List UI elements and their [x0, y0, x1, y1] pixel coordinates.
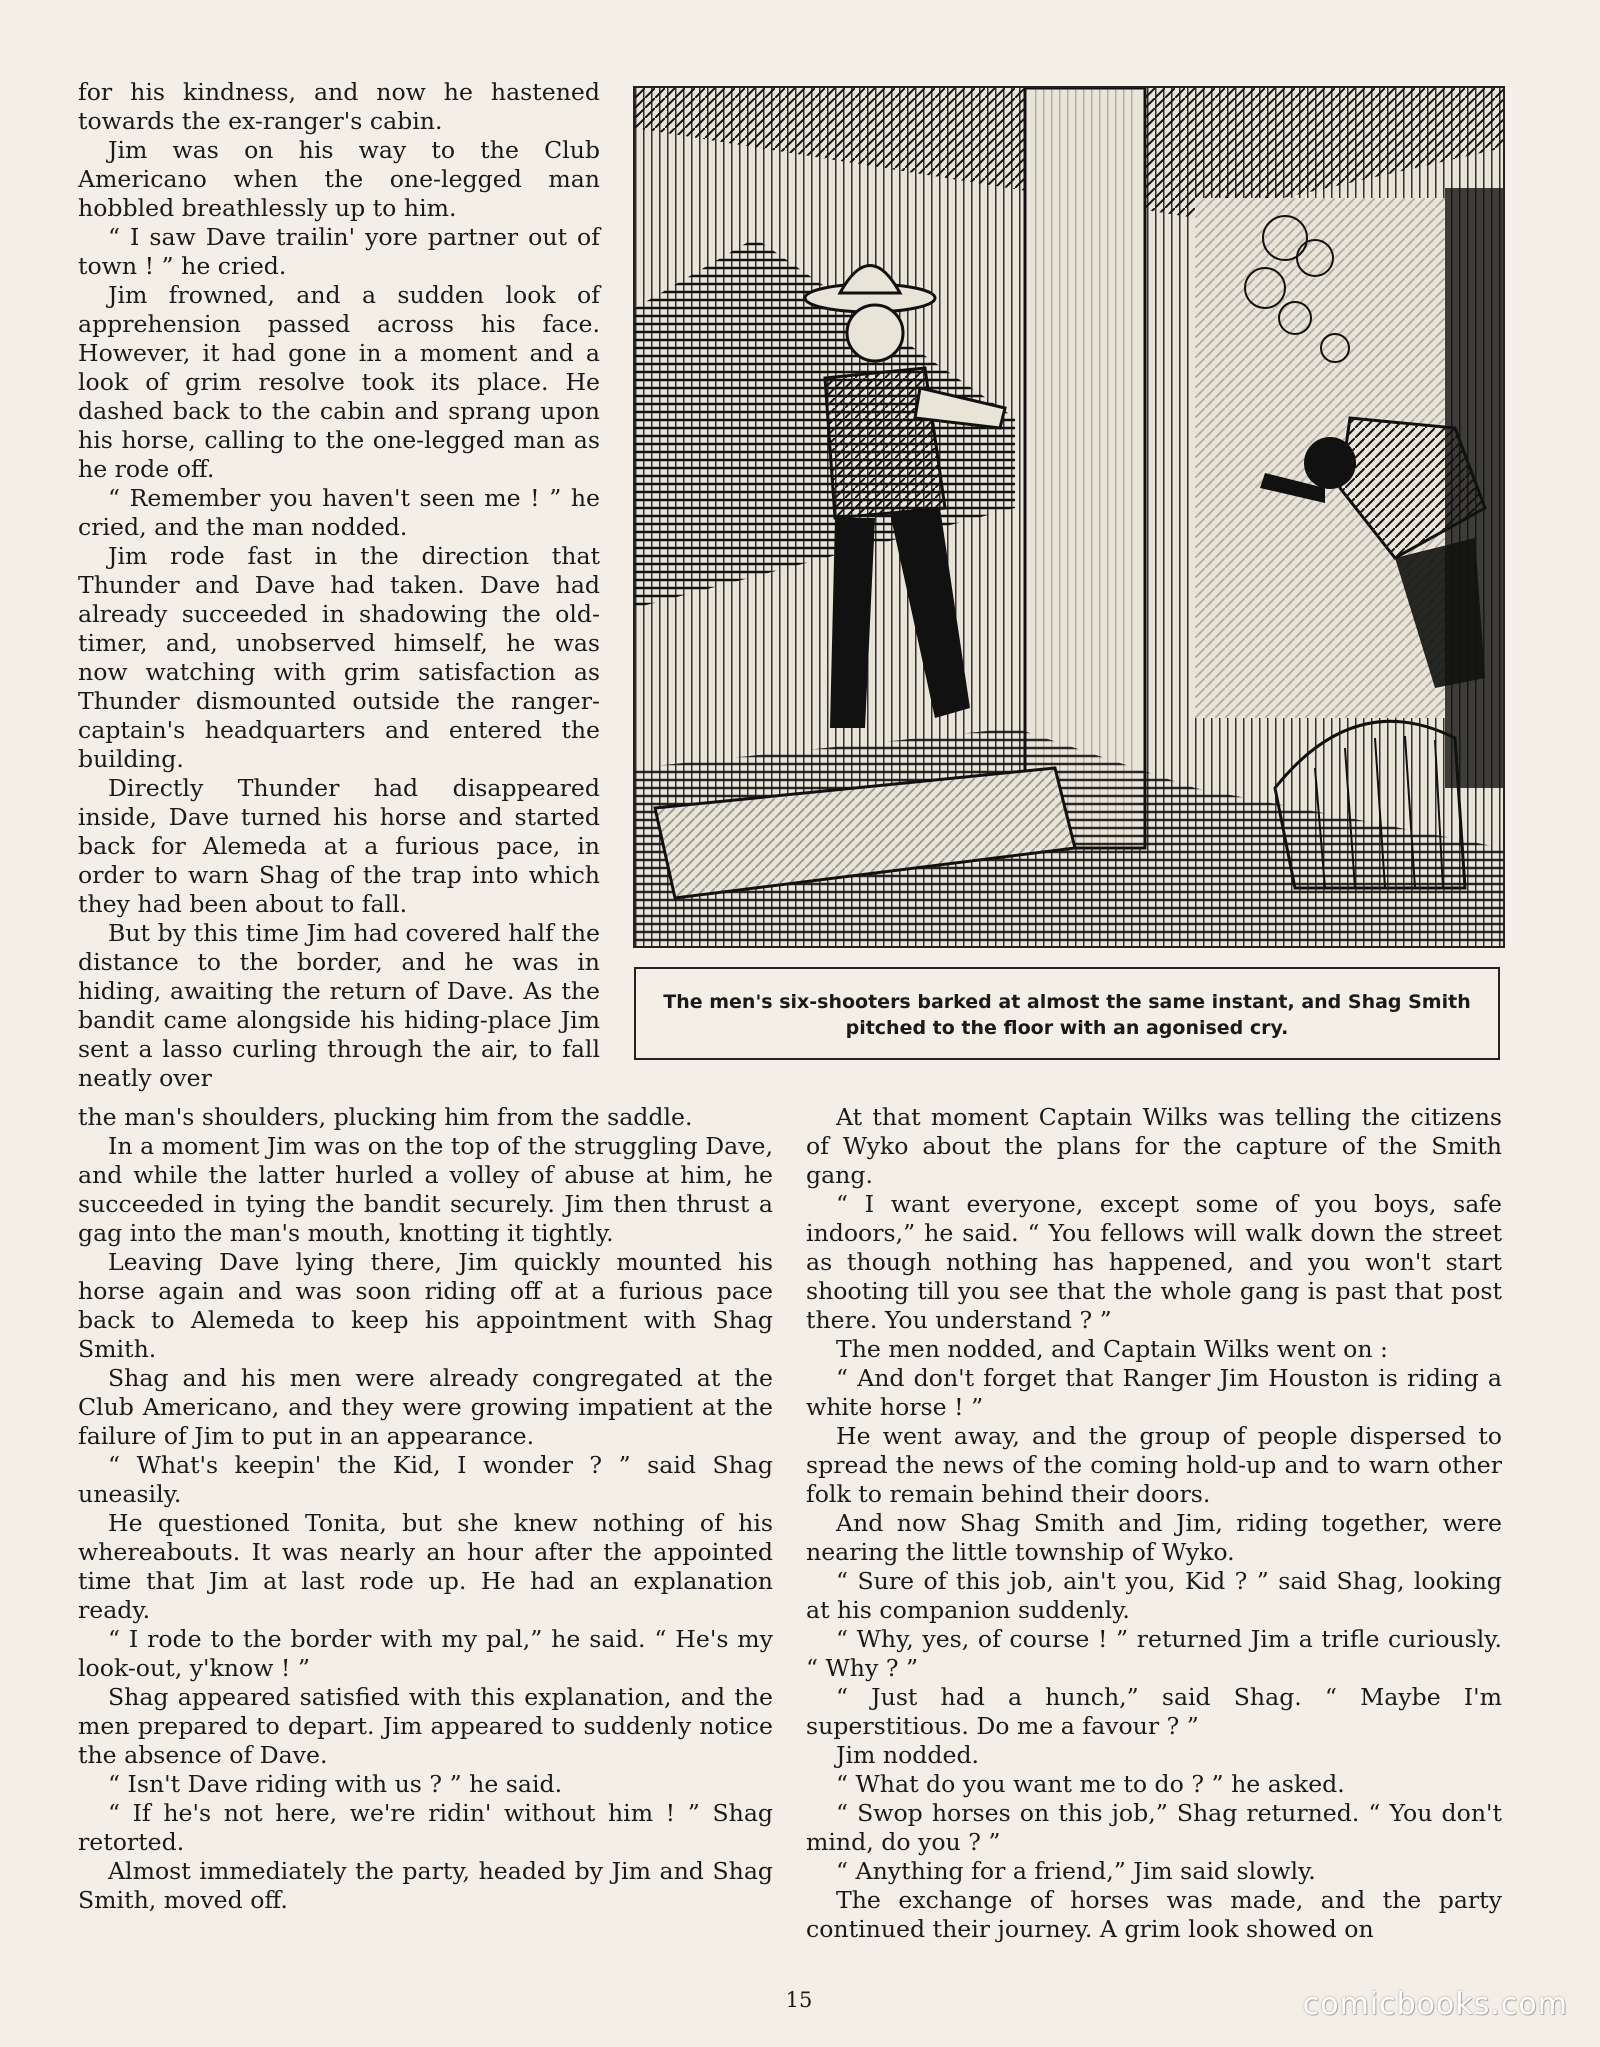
paragraph: “ What's keepin' the Kid, I wonder ? ” said Shag uneasily. — [78, 1451, 773, 1508]
paragraph: Shag and his men were already congregated at the Club Americano, and they were growing impatient at the failure of Jim to put in an appearance. — [78, 1364, 773, 1450]
paragraph: “ Why, yes, of course ! ” returned Jim a trifle curiously. “ Why ? ” — [806, 1625, 1502, 1682]
story-illustration — [633, 86, 1505, 948]
paragraph: Directly Thunder had disappeared inside, Dave turned his horse and started back for Alemeda at a furious pace, in order to warn Shag of the trap into which they had been about to fall. — [78, 774, 600, 918]
paragraph: “ Anything for a friend,” Jim said slowly. — [836, 1857, 1316, 1885]
paragraph: Jim rode fast in the direction that Thunder and Dave had taken. Dave had already succeeded in shadowing the old-timer, and, unobserved himself, he was now watching with grim satisfaction as Thunder dismounted outside the ranger-captain's headquarters and entered the building. — [78, 542, 600, 773]
text-column-left-bottom — [78, 1103, 773, 1915]
paragraph: for his kindness, and now he hastened towards the ex-ranger's cabin. — [78, 78, 600, 135]
paragraph: “ If he's not here, we're ridin' without him ! ” Shag retorted. — [78, 1799, 773, 1856]
text-column-left-top — [78, 78, 600, 1093]
gunfight-illustration-drawing — [635, 88, 1503, 946]
page-number: 15 — [785, 1988, 813, 2012]
paragraph: “ Isn't Dave riding with us ? ” he said. — [108, 1770, 563, 1798]
paragraph: “ Sure of this job, ain't you, Kid ? ” said Shag, looking at his companion suddenly. — [806, 1567, 1502, 1624]
paragraph: “ I want everyone, except some of you boys, safe indoors,” he said. “ You fellows will walk down the street as though nothing has happened, and you won't start shooting till you see that the whole gang is past that post there. You understand ? ” — [806, 1190, 1502, 1334]
paragraph: Shag appeared satisfied with this explanation, and the men prepared to depart. Jim appeared to suddenly notice the absence of Dave. — [78, 1683, 773, 1769]
paragraph: He went away, and the group of people dispersed to spread the news of the coming hold-up and to warn other folk to remain behind their doors. — [806, 1422, 1502, 1508]
paragraph: “ Just had a hunch,” said Shag. “ Maybe I'm superstitious. Do me a favour ? ” — [806, 1683, 1502, 1740]
paragraph: The exchange of horses was made, and the party continued their journey. A grim look showed on — [806, 1886, 1502, 1943]
paragraph: The men nodded, and Captain Wilks went on : — [836, 1335, 1388, 1363]
illustration-caption: The men's six-shooters barked at almost the same instant, and Shag Smith pitched to the floor with an agonised cry. — [634, 967, 1500, 1060]
paragraph: “ What do you want me to do ? ” he asked. — [836, 1770, 1345, 1798]
paragraph: “ Remember you haven't seen me ! ” he cried, and the man nodded. — [78, 484, 600, 541]
paragraph: He questioned Tonita, but she knew nothing of his whereabouts. It was nearly an hour after the appointed time that Jim at last rode up. He had an explanation ready. — [78, 1509, 773, 1624]
paragraph: “ I rode to the border with my pal,” he said. “ He's my look-out, y'know ! ” — [78, 1625, 773, 1682]
paragraph: Jim nodded. — [836, 1741, 980, 1769]
paragraph: Jim was on his way to the Club Americano when the one-legged man hobbled breathlessly up to him. — [78, 136, 600, 222]
paragraph: At that moment Captain Wilks was telling the citizens of Wyko about the plans for the capture of the Smith gang. — [806, 1103, 1502, 1189]
paragraph: “ Swop horses on this job,” Shag returned. “ You don't mind, do you ? ” — [806, 1799, 1502, 1856]
text-column-right — [806, 1103, 1502, 1944]
paragraph: Leaving Dave lying there, Jim quickly mounted his horse again and was soon riding off at a furious pace back to Alemeda to keep his appointment with Shag Smith. — [78, 1248, 773, 1363]
paragraph: Almost immediately the party, headed by Jim and Shag Smith, moved off. — [78, 1857, 773, 1914]
paragraph: And now Shag Smith and Jim, riding together, were nearing the little township of Wyko. — [806, 1509, 1502, 1566]
paragraph: In a moment Jim was on the top of the struggling Dave, and while the latter hurled a volley of abuse at him, he succeeded in tying the bandit securely. Jim then thrust a gag into the man's mouth, knotting it tightly. — [78, 1132, 773, 1247]
paragraph: “ I saw Dave trailin' yore partner out of town ! ” he cried. — [78, 223, 600, 280]
paragraph: “ And don't forget that Ranger Jim Houston is riding a white horse ! ” — [806, 1364, 1502, 1421]
paragraph: But by this time Jim had covered half the distance to the border, and he was in hiding, awaiting the return of Dave. As the bandit came alongside his hiding-place Jim sent a lasso curling through the air, to fall neatly over — [78, 919, 600, 1092]
paragraph: Jim frowned, and a sudden look of apprehension passed across his face. However, it had gone in a moment and a look of grim resolve took its place. He dashed back to the cabin and sprang upon his horse, calling to the one-legged man as he rode off. — [78, 281, 600, 483]
watermark-text: comicbooks.com — [1302, 1987, 1568, 2022]
paragraph: the man's shoulders, plucking him from the saddle. — [78, 1103, 693, 1131]
